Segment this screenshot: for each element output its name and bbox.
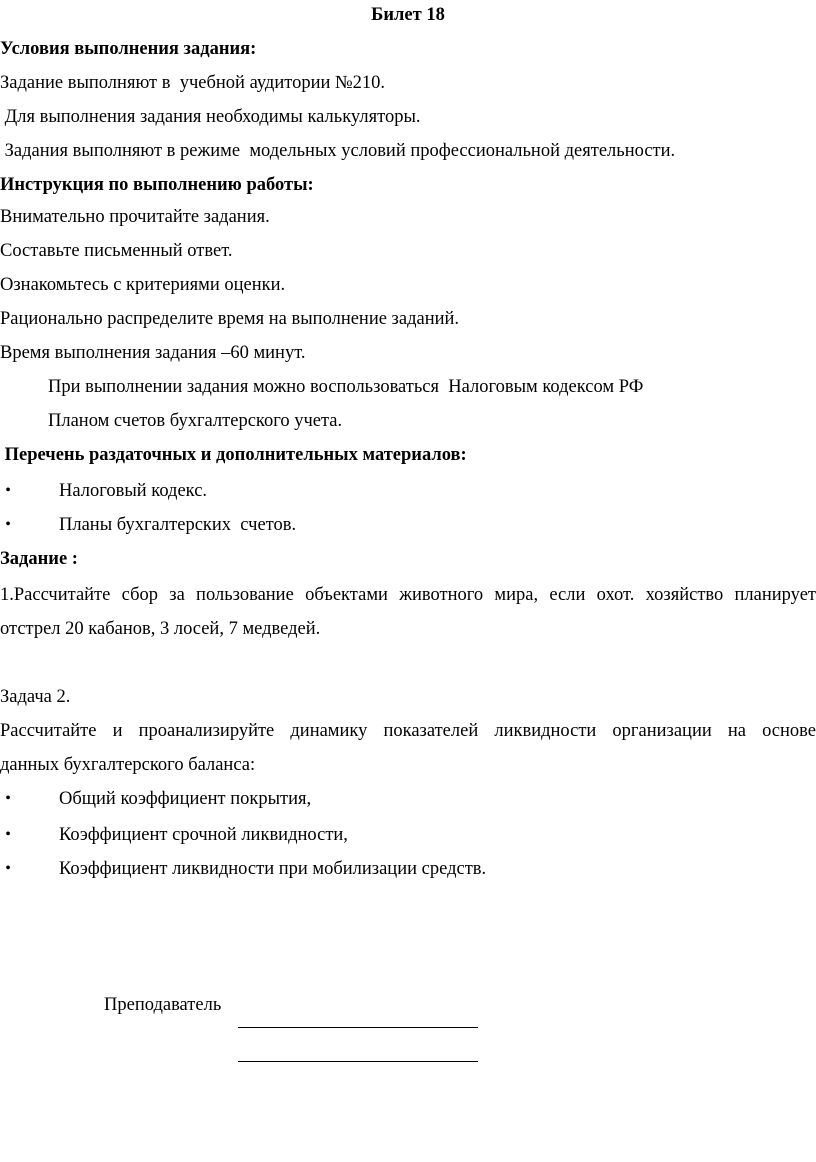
instructions-line-2: Составьте письменный ответ. [0,241,233,261]
materials-item-2: Планы бухгалтерских счетов. [59,515,297,535]
task2-item-1: Общий коэффициент покрытия, [59,789,312,809]
signature-label: Преподаватель [104,995,222,1015]
task2-item-2: Коэффициент срочной ликвидности, [59,825,348,845]
conditions-line-1: Задание выполняют в учебной аудитории №210. [0,73,386,93]
ticket-title: Билет 18 [371,5,445,25]
bullet-icon: • [5,860,11,877]
bullet-icon: • [5,790,11,807]
instructions-indented-1: При выполнении задания можно воспользоваться Налоговым кодексом РФ [48,377,644,397]
bullet-icon: • [5,482,11,499]
task2-item-3: Коэффициент ликвидности при мобилизации средств. [59,859,487,879]
materials-item-1: Налоговый кодекс. [59,481,208,501]
bullet-icon: • [5,826,11,843]
task-heading: Задание : [0,549,78,569]
task2-line-2: данных бухгалтерского баланса: [0,755,256,775]
instructions-line-1: Внимательно прочитайте задания. [0,207,270,227]
conditions-line-3: Задания выполняют в режиме модельных условий профессиональной деятельности. [0,141,676,161]
instructions-line-5: Время выполнения задания –60 минут. [0,343,306,363]
task1-line-2: отстрел 20 кабанов, 3 лосей, 7 медведей. [0,619,321,639]
conditions-heading: Условия выполнения задания: [0,39,257,59]
task2-title: Задача 2. [0,687,71,707]
bullet-icon: • [5,516,11,533]
signature-name-line [238,1061,478,1062]
materials-heading: Перечень раздаточных и дополнительных материалов: [0,445,467,465]
task2-line-1: Рассчитайте и проанализируйте динамику показателей ликвидности организации на основе [0,721,816,741]
conditions-line-2: Для выполнения задания необходимы калькуляторы. [0,107,421,127]
instructions-heading: Инструкция по выполнению работы: [0,175,314,195]
task1-line-1: 1.Рассчитайте сбор за пользование объектами животного мира, если охот. хозяйство планирует [0,585,816,605]
instructions-line-3: Ознакомьтесь с критериями оценки. [0,275,286,295]
instructions-indented-2: Планом счетов бухгалтерского учета. [48,411,343,431]
instructions-line-4: Рационально распределите время на выполнение заданий. [0,309,460,329]
signature-line [238,1027,478,1028]
